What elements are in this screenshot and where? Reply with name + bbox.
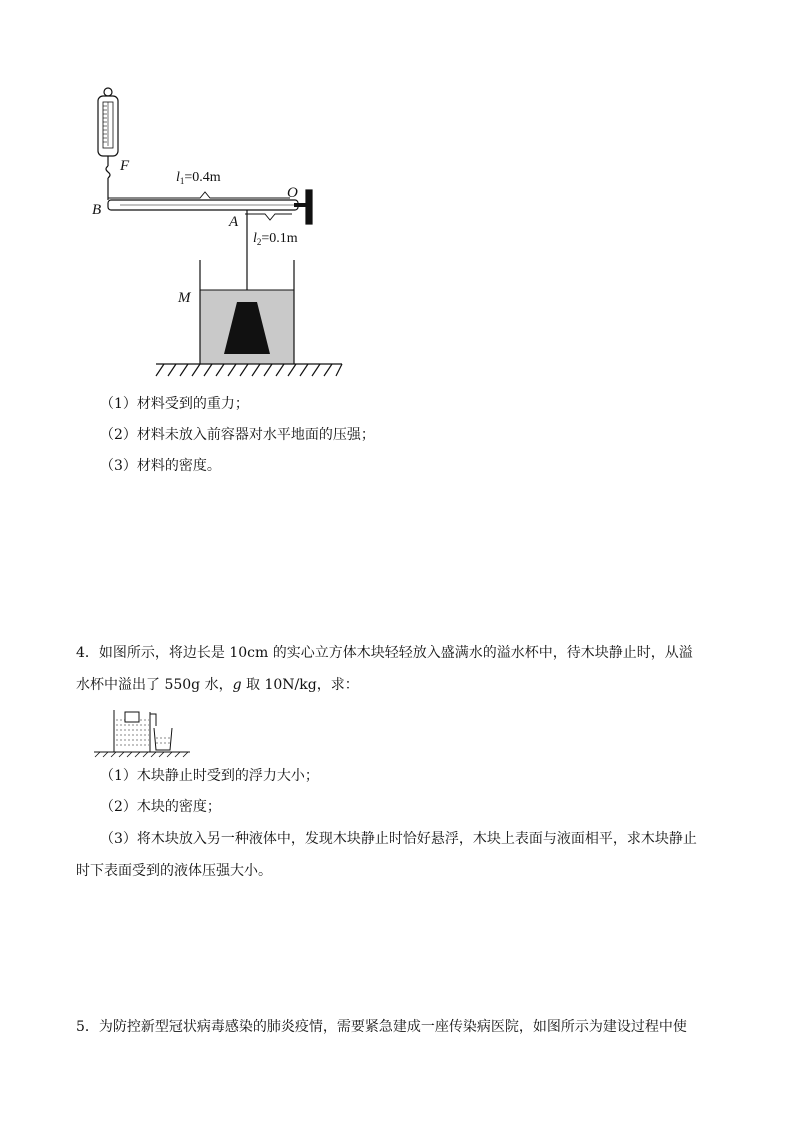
q4-stem-line2-a: 水杯中溢出了 550g 水， xyxy=(76,677,233,693)
l1-symbol: l xyxy=(176,170,180,185)
q4-stem-line1: 4．如图所示，将边长是 10cm 的实心立方体木块轻轻放入盛满水的溢水杯中，待木块静止时，从溢 xyxy=(76,645,693,661)
q4-stem-line2 xyxy=(76,676,359,694)
spring-scale xyxy=(98,88,118,200)
lever-diagram-svg xyxy=(80,80,360,380)
l2-value: =0.1m xyxy=(261,231,298,246)
l2-symbol: l xyxy=(253,231,257,246)
label-O: O xyxy=(287,185,298,201)
q3-sub1: （1）材料受到的重力； xyxy=(100,396,249,412)
q3-sub2: （2）材料未放入前容器对水平地面的压强； xyxy=(100,427,375,443)
label-l1 xyxy=(176,170,221,186)
ground xyxy=(156,364,342,376)
q4-sub3-line2: 时下表面受到的液体压强大小。 xyxy=(76,863,272,879)
q5-stem-line1: 5．为防控新型冠状病毒感染的肺炎疫情，需要紧急建成一座传染病医院，如图所示为建设过程中使 xyxy=(76,1019,687,1035)
overflow-cup-svg xyxy=(92,702,192,758)
l1-value: =0.4m xyxy=(184,170,221,185)
q4-stem-line2-b: 取 10N/kg，求： xyxy=(241,677,359,693)
l1-subscript: 1 xyxy=(179,176,185,186)
q4-sub1: （1）木块静止时受到的浮力大小； xyxy=(100,768,319,784)
l2-subscript: 2 xyxy=(256,237,262,247)
label-l2 xyxy=(253,231,298,247)
label-M: M xyxy=(178,290,191,306)
overflow-cup-figure xyxy=(92,702,192,758)
q4-sub3-line1: （3）将木块放入另一种液体中，发现木块静止时恰好悬浮，木块上表面与液面相平，求木块静止 xyxy=(100,831,697,847)
label-A: A xyxy=(229,214,239,230)
label-B: B xyxy=(92,202,102,218)
lever-bar xyxy=(108,190,312,224)
lever-figure xyxy=(80,80,360,380)
q3-sub3: （3）材料的密度。 xyxy=(100,458,221,474)
q4-sub2: （2）木块的密度； xyxy=(100,799,221,815)
label-F: F xyxy=(120,158,130,174)
q4-g-symbol: g xyxy=(232,677,242,693)
